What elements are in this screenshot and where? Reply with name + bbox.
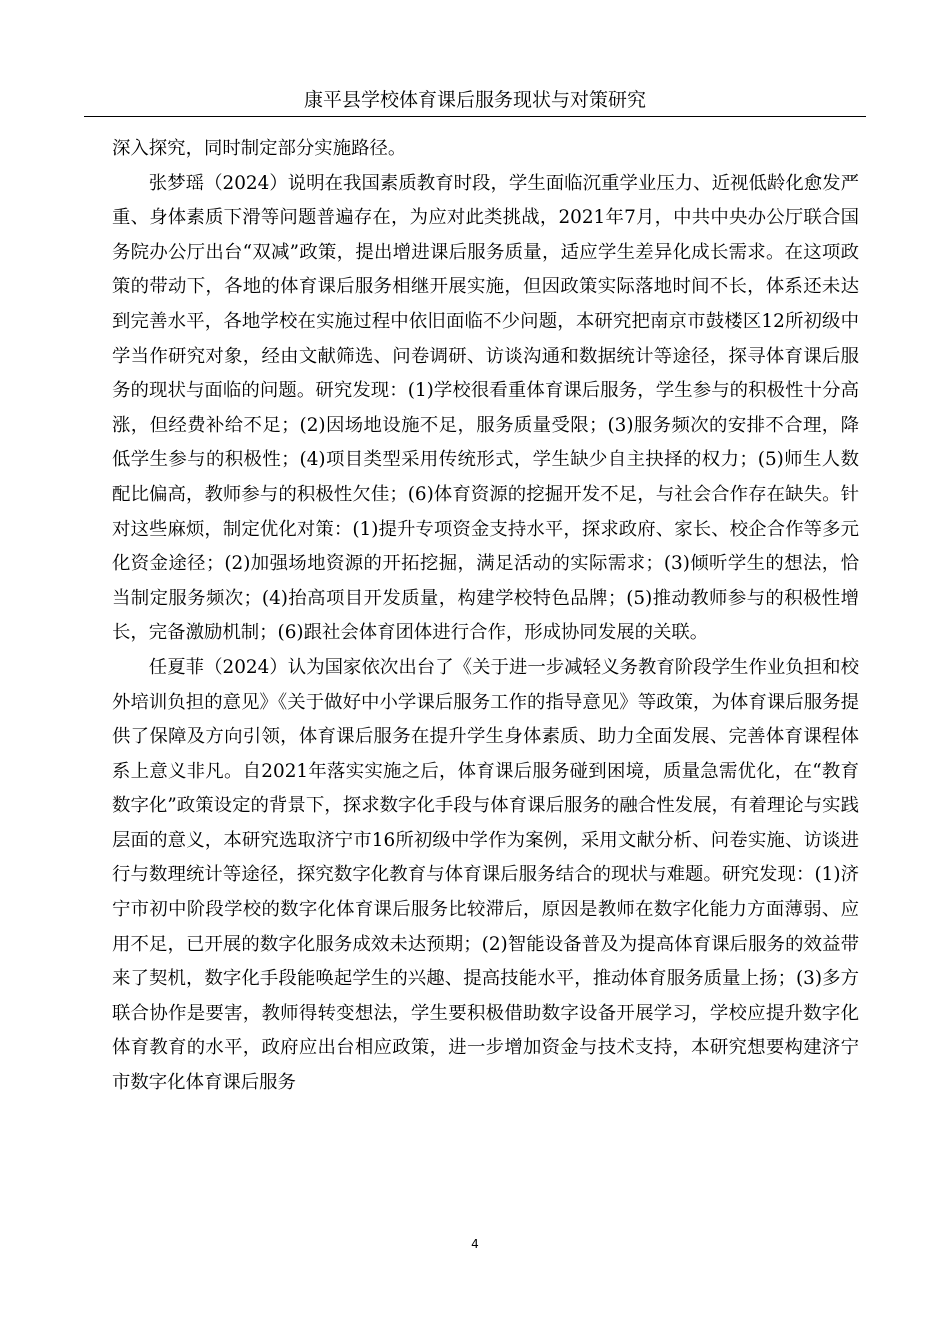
running-header [84, 86, 866, 117]
body-text [112, 132, 859, 1101]
paragraph-zhang-mengyao: 张梦瑶（2024）说明在我国素质教育时段，学生面临沉重学业压力、近视低龄化愈发严重、身体素质下滑等问题普遍存在，为应对此类挑战，2021年7月，中共中央办公厅联合国务院办公厅出台“双减”政策，提出增进课后服务质量，适应学生差异化成长需求。在这项政策的带动下，各地的体育课后服务相继开展实施，但因政策实际落地时间不长，体系还未达到完善水平，各地学校在实施过程中依旧面临不少问题，本研究把南京市鼓楼区12所初级中学当作研究对象，经由文献筛选、问卷调研、访谈沟通和数据统计等途径，探寻体育课后服务的现状与面临的问题。研究发现：(1)学校很看重体育课后服务，学生参与的积极性十分高涨，但经费补给不足；(2)因场地设施不足，服务质量受限；(3)服务频次的安排不合理，降低学生参与的积极性；(4)项目类型采用传统形式，学生缺少自主抉择的权力；(5)师生人数配比偏高，教师参与的积极性欠佳；(6)体育资源的挖掘开发不足，与社会合作存在缺失。针对这些麻烦，制定优化对策：(1)提升专项资金支持水平，探求政府、家长、校企合作等多元化资金途径；(2)加强场地资源的开拓挖掘，满足活动的实际需求；(3)倾听学生的想法，恰当制定服务频次；(4)抬高项目开发质量，构建学校特色品牌；(5)推动教师参与的积极性增长，完备激励机制；(6)跟社会体育团体进行合作，形成协同发展的关联。 [112, 172, 859, 644]
page-number: 4 [471, 1237, 479, 1251]
running-header-title: 康平县学校体育课后服务现状与对策研究 [303, 89, 646, 111]
paragraph-continuation: 深入探究，同时制定部分实施路径。 [112, 138, 407, 159]
paragraph-ren-xiafei: 任夏菲（2024）认为国家依次出台了《关于进一步减轻义务教育阶段学生作业负担和校外培训负担的意见》《关于做好中小学课后服务工作的指导意见》等政策，为体育课后服务提供了保障及方向引领，体育课后服务在提升学生身体素质、助力全面发展、完善体育课程体系上意义非凡。自2021年落实实施之后，体育课后服务碰到困境，质量急需优化，在“教育数字化”政策设定的背景下，探求数字化手段与体育课后服务的融合性发展，有着理论与实践层面的意义，本研究选取济宁市16所初级中学作为案例，采用文献分析、问卷实施、访谈进行与数理统计等途径，探究数字化教育与体育课后服务结合的现状与难题。研究发现：(1)济宁市初中阶段学校的数字化体育课后服务比较滞后，原因是教师在数字化能力方面薄弱、应用不足，已开展的数字化服务成效未达预期；(2)智能设备普及为提高体育课后服务的效益带来了契机，数字化手段能唤起学生的兴趣、提高技能水平，推动体育服务质量上扬；(3)多方联合协作是要害，教师得转变想法，学生要积极借助数字设备开展学习，学校应提升数字化体育教育的水平，政府应出台相应政策，进一步增加资金与技术支持，本研究想要构建济宁市数字化体育课后服务 [112, 656, 859, 1094]
